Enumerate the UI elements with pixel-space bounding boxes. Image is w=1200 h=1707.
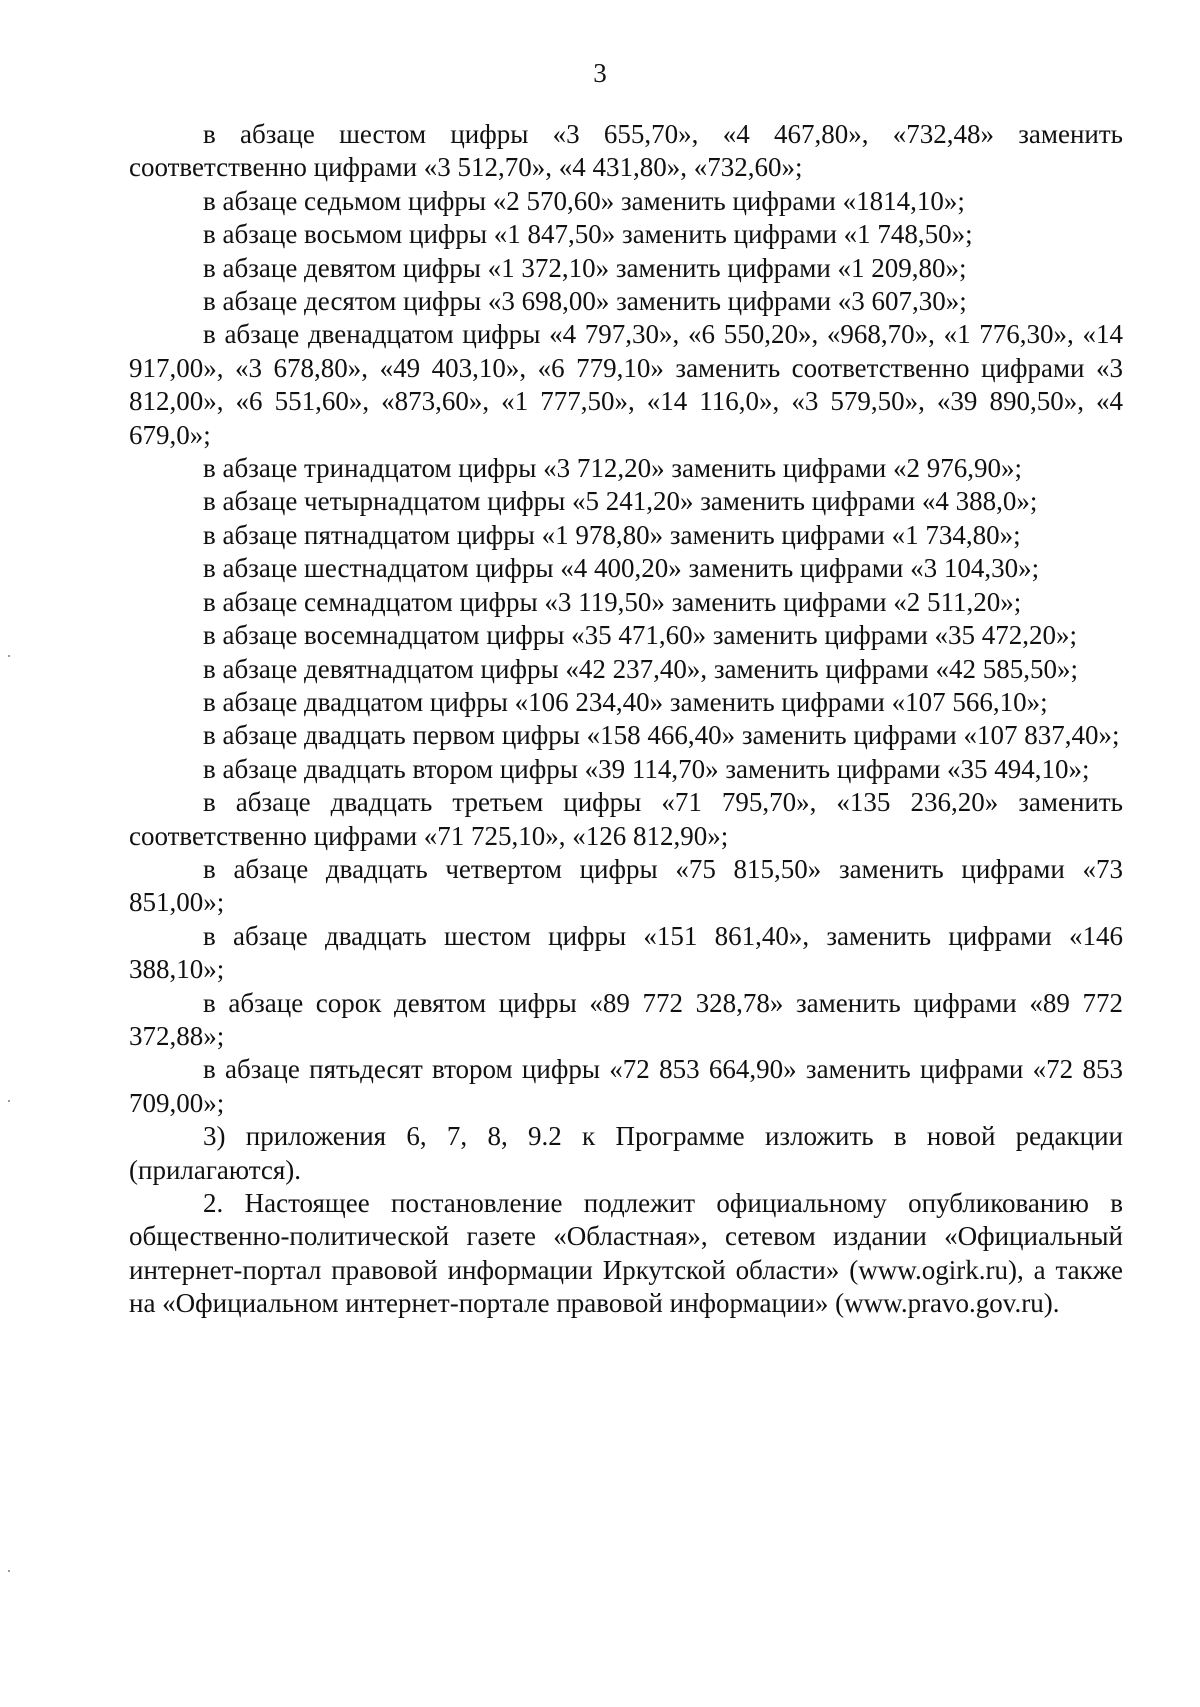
paragraph-1: в абзаце шестом цифры «3 655,70», «4 467,80», «732,48» заменить соответственно цифрами «3 512,70», «4 431,80», «732,60»; [129,119,1123,183]
paragraph-appendices: 3) приложения 6, 7, 8, 9.2 к Программе изложить в новой редакции (прилагаются). [129,1121,1123,1185]
paragraph-18: в абзаце двадцать четвертом цифры «75 815,50» заменить цифрами «73 851,00»; [129,853,1123,918]
scan-speck [8,1570,10,1572]
page-number: 3 [593,58,607,88]
paragraph-publication: 2. Настоящее постановление подлежит официальному опубликованию в общественно-политической газете «Областная», сетевом издании «Официальный интернет-портал правовой информации Иркутской области» (www.ogirk.ru), а также на «Официальном интернет-портале правовой информации» (www.pravo.gov.ru). [129,1188,1123,1319]
paragraph-2: в абзаце седьмом цифры «2 570,60» заменить цифрами «1814,10»; [203,185,965,216]
paragraph-21: в абзаце пятьдесят втором цифры «72 853 664,90» заменить цифрами «72 853 709,00»; [129,1054,1123,1118]
paragraph-17: в абзаце двадцать третьем цифры «71 795,70», «135 236,20» заменить соответственно цифрами «71 725,10», «126 812,90»; [129,787,1123,851]
paragraph-11: в абзаце семнадцатом цифры «3 119,50» заменить цифрами «2 511,20»; [203,586,1022,617]
document-body [129,118,1123,1321]
paragraph-6: в абзаце двенадцатом цифры «4 797,30», «6 550,20», «968,70», «1 776,30», «14 917,00», «3 678,80», «49 403,10», «6 779,10» заменить соответственно цифрами «3 812,00», «6 551,60», «873,60», «1 777,50», «14 116,0», «3 579,50», «39 890,50», «4 679,0»; [129,319,1123,450]
scan-speck [8,1100,10,1102]
paragraph-5: в абзаце десятом цифры «3 698,00» заменить цифрами «3 607,30»; [203,286,967,317]
paragraph-12: в абзаце восемнадцатом цифры «35 471,60» заменить цифрами «35 472,20»; [203,620,1078,651]
paragraph-13: в абзаце девятнадцатом цифры «42 237,40», заменить цифрами «42 585,50»; [203,653,1078,684]
paragraph-4: в абзаце девятом цифры «1 372,10» заменить цифрами «1 209,80»; [203,252,967,283]
paragraph-7: в абзаце тринадцатом цифры «3 712,20» заменить цифрами «2 976,90»; [203,453,1022,484]
paragraph-15: в абзаце двадцать первом цифры «158 466,40» заменить цифрами «107 837,40»; [203,720,1120,751]
paragraph-8: в абзаце четырнадцатом цифры «5 241,20» заменить цифрами «4 388,0»; [203,486,1038,517]
paragraph-10: в абзаце шестнадцатом цифры «4 400,20» заменить цифрами «3 104,30»; [203,553,1040,584]
paragraph-20: в абзаце сорок девятом цифры «89 772 328,78» заменить цифрами «89 772 372,88»; [129,987,1123,1051]
paragraph-3: в абзаце восьмом цифры «1 847,50» заменить цифрами «1 748,50»; [203,219,973,250]
paragraph-14: в абзаце двадцатом цифры «106 234,40» заменить цифрами «107 566,10»; [203,686,1048,717]
paragraph-9: в абзаце пятнадцатом цифры «1 978,80» заменить цифрами «1 734,80»; [203,519,1021,550]
scan-speck [8,655,10,657]
paragraph-16: в абзаце двадцать втором цифры «39 114,70» заменить цифрами «35 494,10»; [203,753,1090,784]
paragraph-19: в абзаце двадцать шестом цифры «151 861,40», заменить цифрами «146 388,10»; [129,920,1123,985]
